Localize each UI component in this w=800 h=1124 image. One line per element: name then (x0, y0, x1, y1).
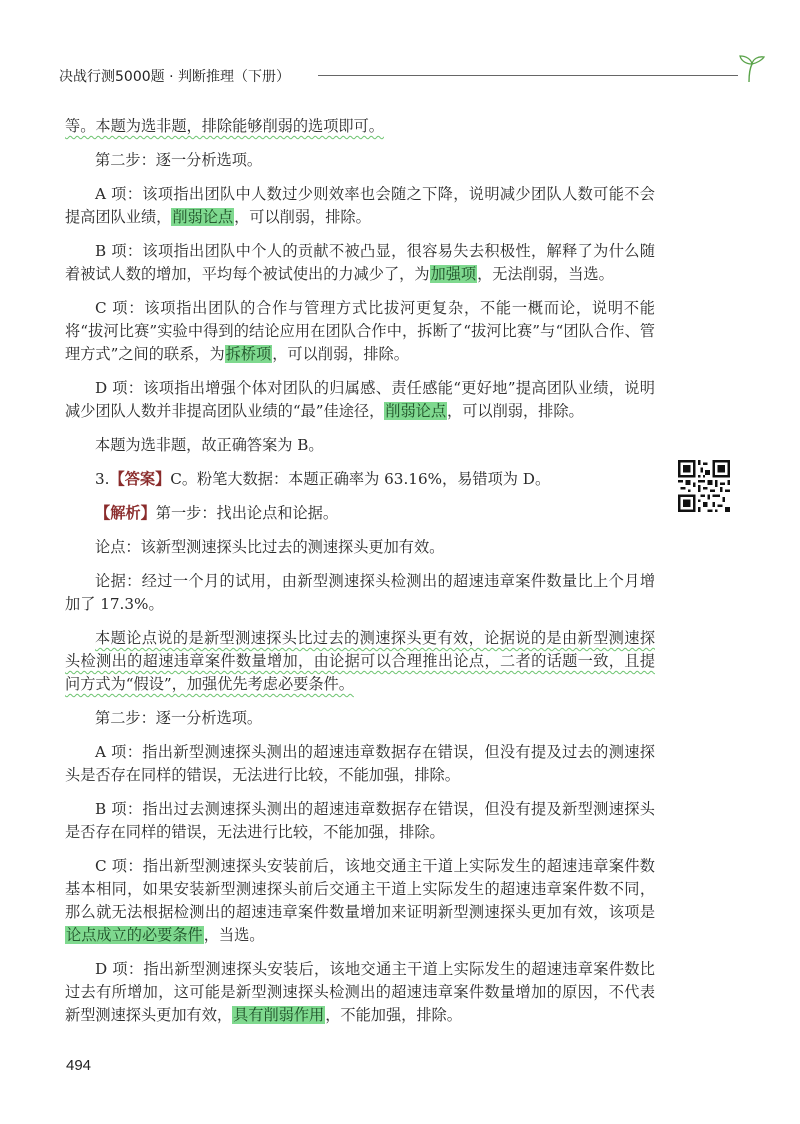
paragraph (65, 115, 655, 138)
highlight-term: 论点成立的必要条件 (66, 926, 203, 944)
text: ，可以削弱，排除。 (272, 345, 409, 363)
highlight-term: 具有削弱作用 (233, 1006, 325, 1024)
option-a-analysis (65, 183, 655, 229)
highlight-term: 削弱论点 (385, 402, 447, 420)
analysis-line (65, 502, 655, 525)
key-sentence: 等。本题为选非题，排除能够削弱的选项即可。 (65, 117, 384, 135)
option-a-analysis: A 项：指出新型测速探头测出的超速违章数据存在错误，但没有提及过去的测速探头是否存在同样的错误，无法进行比较，不能加强，排除。 (65, 743, 655, 784)
highlight-term: 削弱论点 (172, 208, 234, 226)
text: ，不能加强，排除。 (325, 1006, 462, 1024)
analysis-label: 【解析】 (95, 504, 156, 522)
argument-evidence: 论据：经过一个月的试用，由新型测速探头检测出的超速违章案件数量比上个月增加了 17.3%。 (65, 572, 655, 613)
conclusion: 本题为选非题，故正确答案为 B。 (95, 436, 324, 454)
sprout-icon (735, 52, 769, 86)
qr-code-icon[interactable] (678, 460, 730, 512)
option-d-analysis (65, 958, 655, 1027)
answer-text: C。粉笔大数据：本题正确率为 63.16%，易错项为 D。 (170, 470, 551, 488)
analysis-text: 第一步：找出论点和论据。 (155, 504, 338, 522)
highlight-term: 加强项 (430, 265, 477, 283)
text: ，当选。 (203, 926, 265, 944)
option-c-analysis (65, 855, 655, 947)
text: ，可以削弱，排除。 (447, 402, 584, 420)
text: C 项：该项指出团队的合作与管理方式比拔河更复杂，不能一概而论，说明不能将“拔河比赛”实验中得到的结论应用在团队合作中，拆断了“拔河比赛”与“团队合作、管理方式”之间的联系，为 (65, 299, 655, 363)
step-heading: 第二步：逐一分析选项。 (95, 709, 263, 727)
explanation-body (65, 115, 655, 1038)
text: D 项：该项指出增强个体对团队的归属感、责任感能“更好地”提高团队业绩，说明减少团队人数并非提高团队业绩的“最”佳途径， (65, 379, 655, 420)
step-heading: 第二步：逐一分析选项。 (95, 151, 263, 169)
option-b-analysis: B 项：指出过去测速探头测出的超速违章数据存在错误，但没有提及新型测速探头是否存在同样的错误，无法进行比较，不能加强，排除。 (65, 800, 655, 841)
text: ，无法削弱，当选。 (477, 265, 614, 283)
argument-claim: 论点：该新型测速探头比过去的测速探头更加有效。 (95, 538, 445, 556)
page-number: 494 (66, 1057, 92, 1074)
book-title: 决战行测5000题 · 判断推理（下册） (59, 69, 290, 85)
text: D 项：指出新型测速探头安装后，该地交通主干道上实际发生的超速违章案件数比过去有所增加，这可能是新型测速探头检测出的超速违章案件数量增加的原因，不代表新型测速探头更加有效， (65, 960, 655, 1024)
text: B 项：该项指出团队中个人的贡献不被凸显，很容易失去积极性，解释了为什么随着被试人数的增加，平均每个被试使出的力减少了，为 (65, 242, 655, 283)
key-sentence: 本题论点说的是新型测速探头比过去的测速探头更有效，论据说的是由新型测速探头检测出的超速违章案件数量增加，由论据可以合理推出论点，二者的话题一致，且提问方式为“假设”，加强优先考虑必要条件。 (65, 629, 655, 693)
reasoning-paragraph (65, 627, 655, 696)
page-header (55, 60, 755, 96)
answer-label: 【答案】 (109, 470, 171, 488)
text: A 项：该项指出团队中人数过少则效率也会随之下降，说明减少团队人数可能不会提高团队业绩， (65, 185, 655, 226)
option-b-analysis (65, 240, 655, 286)
question-number: 3. (95, 470, 110, 488)
answer-line (65, 468, 655, 491)
option-d-analysis (65, 377, 655, 423)
text: ，可以削弱，排除。 (234, 208, 371, 226)
highlight-term: 拆桥项 (225, 345, 272, 363)
text: C 项：指出新型测速探头安装前后，该地交通主干道上实际发生的超速违章案件数基本相同，如果安装新型测速探头前后交通主干道上实际发生的超速违章案件数不同，那么就无法根据检测出的超速违章案件数量增加来证明新型测速探头更加有效，该项是 (65, 857, 655, 921)
option-c-analysis (65, 297, 655, 366)
header-divider (318, 75, 738, 76)
